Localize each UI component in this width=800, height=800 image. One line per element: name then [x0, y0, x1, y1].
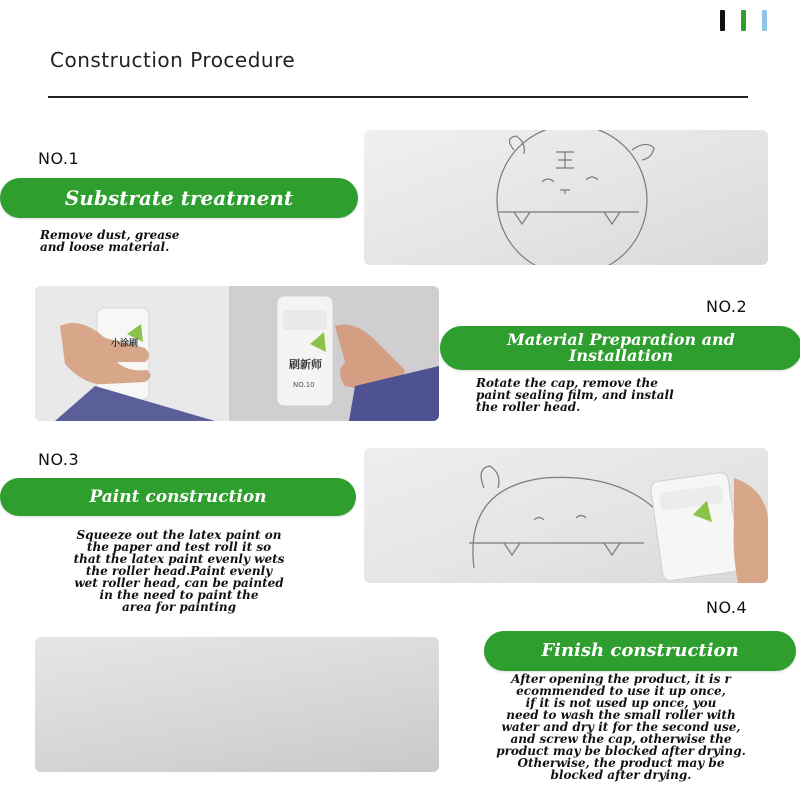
step-4-photo-finished-wall — [35, 637, 439, 772]
step-2-photo-hands — [35, 286, 439, 421]
step-1-photo-drawing — [364, 130, 768, 265]
description-line: if it is not used up once, you — [525, 696, 717, 710]
description-line: in the need to paint the — [99, 588, 259, 602]
description-line: ecommended to use it up once, — [516, 684, 726, 698]
painting-scene — [364, 448, 768, 583]
step-4-number: NO.4 — [706, 598, 748, 617]
step-3-heading: Paint construction — [0, 478, 356, 516]
product-code-label: NO.10 — [293, 381, 315, 389]
cat-sketch — [364, 130, 768, 265]
description-line: and screw the cap, otherwise the — [510, 732, 732, 746]
description-line: the paper and test roll it so — [86, 540, 272, 554]
product-brand-label: 小涂刷 — [111, 339, 139, 349]
description-line: product may be blocked after drying. — [496, 744, 746, 758]
description-line: need to wash the small roller with — [506, 708, 736, 722]
hands-holding-product — [35, 286, 439, 421]
description-line: that the latex paint evenly wets — [73, 552, 285, 566]
title-divider — [48, 96, 748, 98]
description-line: After opening the product, it is r — [511, 672, 731, 686]
description-line: area for painting — [121, 600, 237, 614]
description-line: blocked after drying. — [550, 768, 692, 782]
description-line: water and dry it for the second use, — [501, 720, 741, 734]
step-2-number: NO.2 — [706, 297, 748, 316]
description-line: Squeeze out the latex paint on — [76, 528, 282, 542]
step-1-number: NO.1 — [38, 149, 80, 168]
description-line: paint sealing film, and install — [476, 388, 674, 402]
step-4-heading: Finish construction — [484, 631, 796, 671]
step-2-heading — [440, 326, 800, 370]
step-3-description — [0, 529, 358, 613]
header-bar-black — [720, 10, 725, 31]
step-1-heading: Substrate treatment — [0, 178, 358, 218]
step-2-heading-line: Installation — [568, 346, 674, 365]
header-bar-green — [741, 10, 746, 31]
step-4-description — [446, 673, 796, 781]
step-2-description — [476, 377, 674, 413]
description-line: and loose material. — [40, 240, 170, 254]
description-line: Otherwise, the product may be — [517, 756, 725, 770]
step-3-number: NO.3 — [38, 450, 80, 469]
description-line: the roller head. — [476, 400, 581, 414]
description-line: the roller head.Paint evenly — [85, 564, 273, 578]
description-line: Rotate the cap, remove the — [476, 376, 658, 390]
step-2-heading-line: Material Preparation and — [507, 330, 735, 349]
description-line: Remove dust, grease — [40, 228, 180, 242]
description-line: wet roller head, can be painted — [74, 576, 284, 590]
page-title: Construction Procedure — [50, 48, 296, 72]
header-bar-blue — [762, 10, 767, 31]
step-1-description — [40, 229, 179, 253]
step-3-photo-painting — [364, 448, 768, 583]
product-name-label: 刷新师 — [289, 358, 322, 371]
